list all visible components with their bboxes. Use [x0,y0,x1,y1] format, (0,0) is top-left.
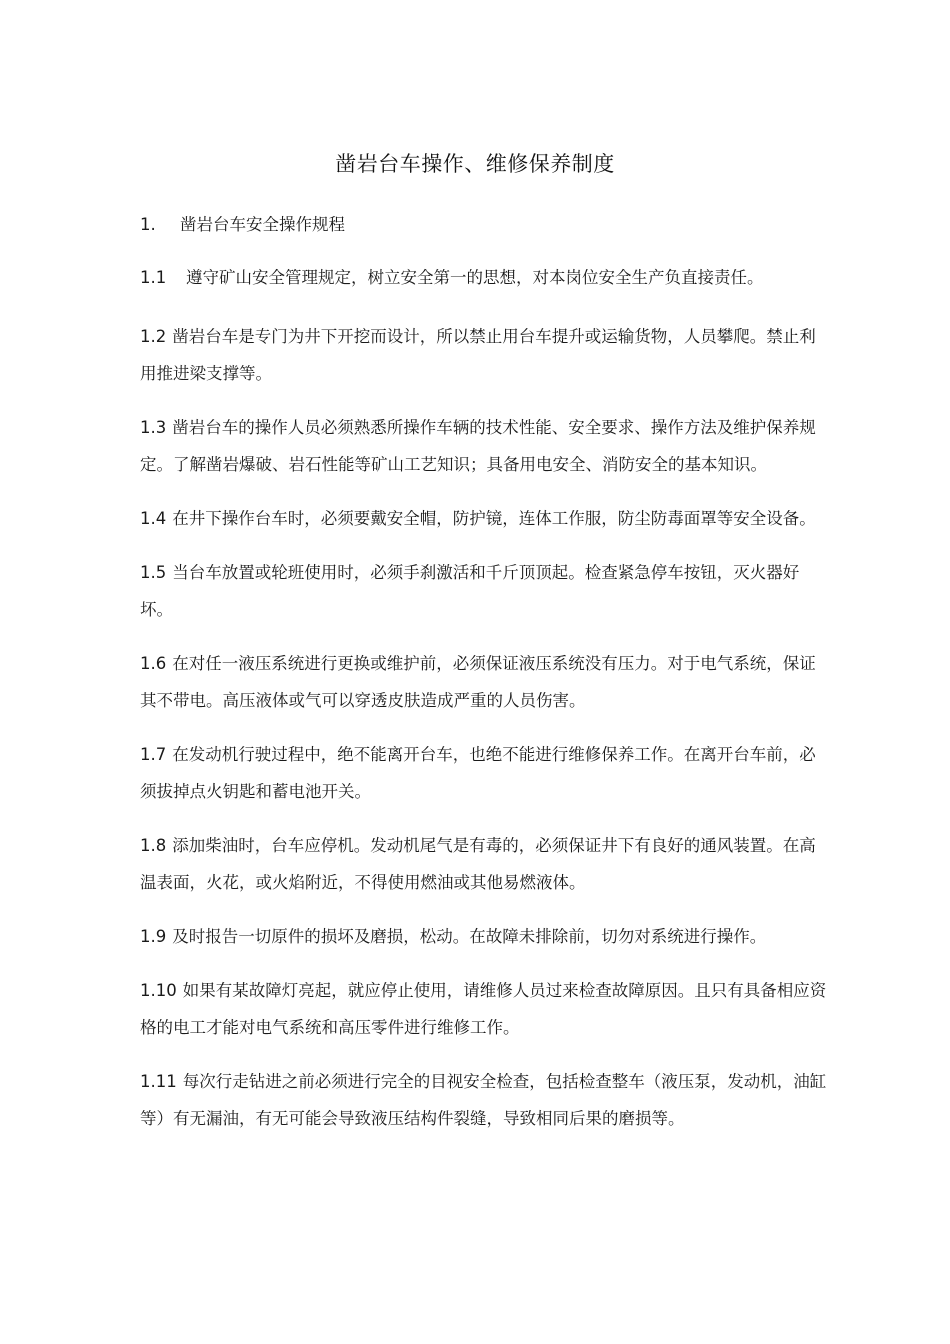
paragraph-number: 1.3 [140,418,167,437]
paragraph-text: 每次行走钻进之前必须进行完全的目视安全检查，包括检查整车（液压泵，发动机，油缸等）有无漏油，有无可能会导致液压结构件裂缝，导致相同后果的磨损等。 [140,1072,827,1128]
paragraph-text: 在发动机行驶过程中，绝不能离开台车，也绝不能进行维修保养工作。在离开台车前，必须拔掉点火钥匙和蓄电池开关。 [140,745,816,801]
paragraph-number: 1.2 [140,327,167,346]
paragraph-number: 1.6 [140,654,167,673]
paragraph-number: 1.4 [140,509,167,528]
paragraph-text: 当台车放置或轮班使用时，必须手刹激活和千斤顶顶起。检查紧急停车按钮，灭火器好坏。 [140,563,800,619]
paragraph-text: 添加柴油时，台车应停机。发动机尾气是有毒的，必须保证井下有良好的通风装置。在高温表面，火花，或火焰附近，不得使用燃油或其他易燃液体。 [140,836,816,892]
paragraph-number: 1.7 [140,745,167,764]
paragraph-1-5 [140,554,830,628]
paragraph-number: 1.8 [140,836,167,855]
paragraph-1-8 [140,827,830,901]
paragraph-text: 及时报告一切原件的损坏及磨损，松动。在故障未排除前，切勿对系统进行操作。 [172,927,767,946]
paragraph-number: 1.1 [140,268,167,287]
paragraph-1-4 [140,500,830,537]
section-heading [140,212,830,238]
section-number: 1. [140,215,156,234]
paragraph-number: 1.11 [140,1072,177,1091]
paragraph-1-7 [140,736,830,810]
paragraph-1-11 [140,1063,830,1137]
paragraph-1-2 [140,318,830,392]
paragraph-text: 如果有某故障灯亮起，就应停止使用，请维修人员过来检查故障原因。且只有具备相应资格的电工才能对电气系统和高压零件进行维修工作。 [140,981,827,1037]
paragraph-1-3 [140,409,830,483]
paragraph-1-10 [140,972,830,1046]
paragraph-number: 1.10 [140,981,177,1000]
paragraph-text: 凿岩台车是专门为井下开挖而设计，所以禁止用台车提升或运输货物，人员攀爬。禁止利用推进梁支撑等。 [140,327,816,383]
paragraph-text: 凿岩台车的操作人员必须熟悉所操作车辆的技术性能、安全要求、操作方法及维护保养规定。了解凿岩爆破、岩石性能等矿山工艺知识；具备用电安全、消防安全的基本知识。 [140,418,816,474]
paragraph-number: 1.9 [140,927,167,946]
paragraph-1-6 [140,645,830,719]
paragraph-number: 1.5 [140,563,167,582]
document-title: 凿岩台车操作、维修保养制度 [335,152,615,176]
paragraph-text: 在对任一液压系统进行更换或维护前，必须保证液压系统没有压力。对于电气系统，保证其不带电。高压液体或气可以穿透皮肤造成严重的人员伤害。 [140,654,816,710]
paragraph-1-9 [140,918,830,955]
paragraph-text: 在井下操作台车时，必须要戴安全帽，防护镜，连体工作服，防尘防毒面罩等安全设备。 [172,509,816,528]
section-title: 凿岩台车安全操作规程 [180,215,345,234]
document-body [140,212,830,1154]
paragraph-text: 遵守矿山安全管理规定，树立安全第一的思想，对本岗位安全生产负直接责任。 [186,268,764,287]
paragraph-1-1 [140,265,830,291]
